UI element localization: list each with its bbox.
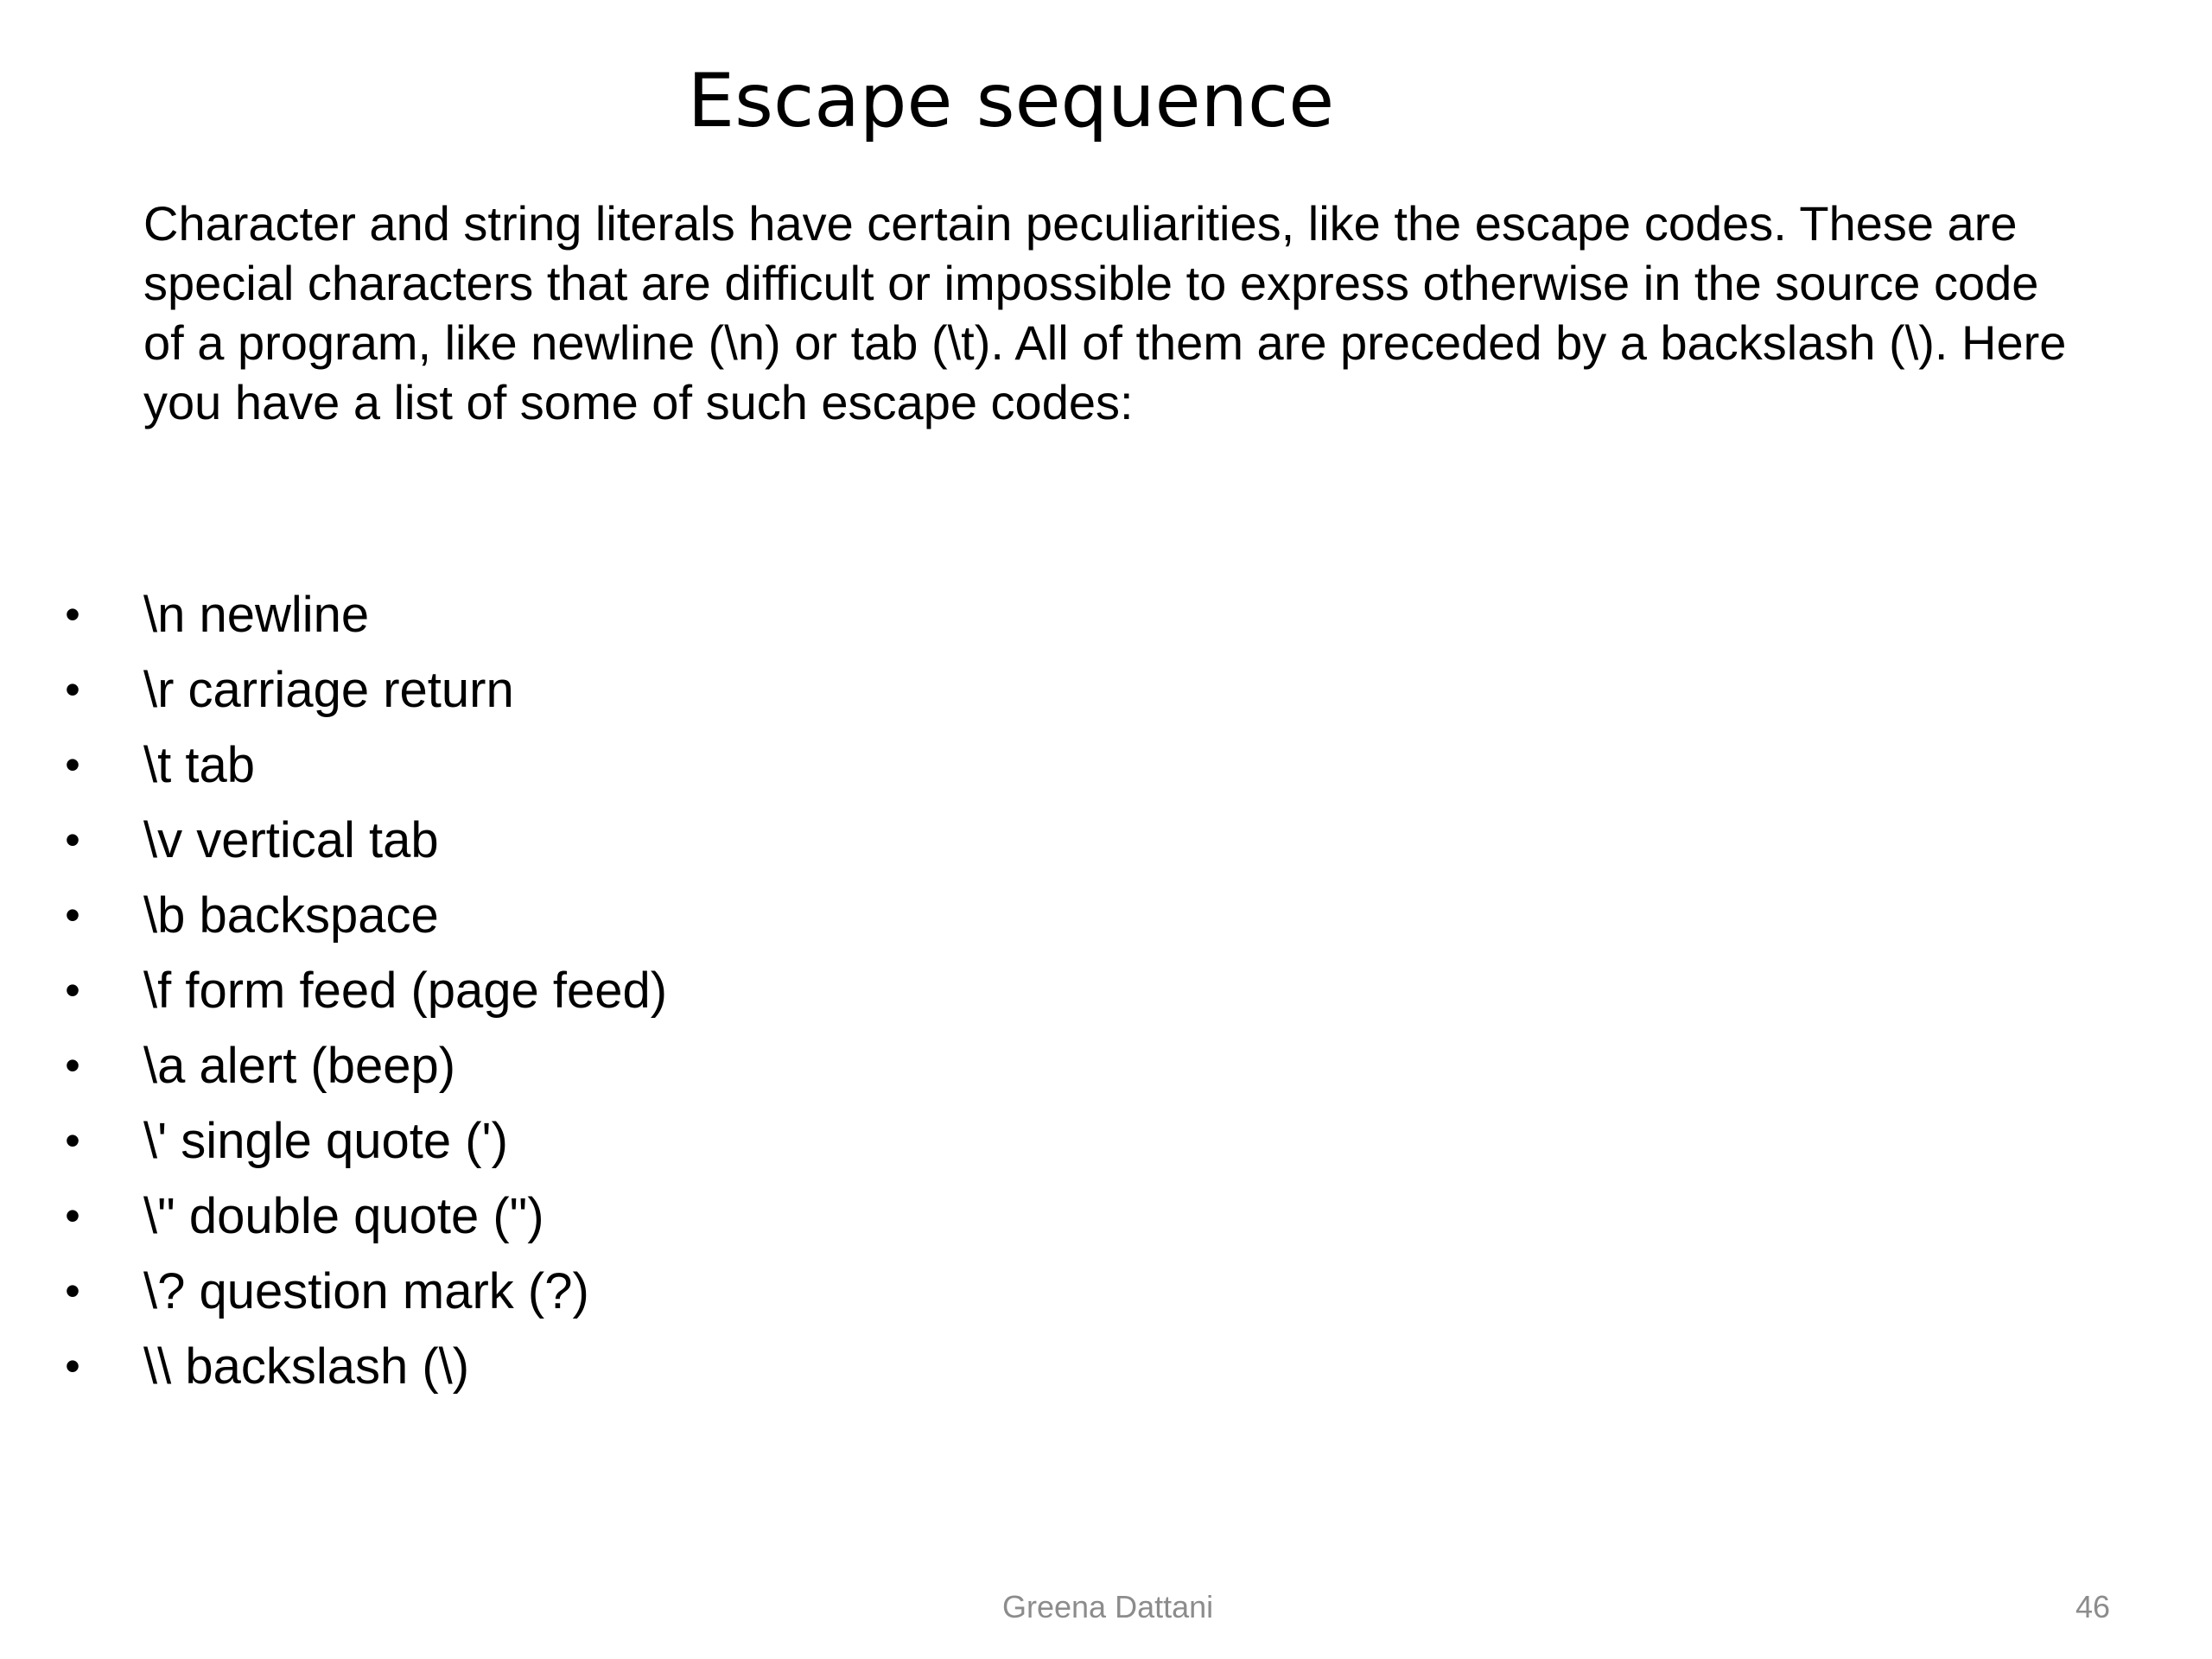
page-number: 46: [2075, 1589, 2110, 1624]
slide-title: Escape sequence: [687, 58, 1335, 144]
intro-paragraph: Character and string literals have certain peculiarities, like the escape codes. These are special characters that are difficult or impossible to express otherwise in the source code of a program, like newline (\n) or tab (\t). All of them are preceded by a backslash (\). Here you have a list of some of such escape codes:: [143, 196, 2067, 429]
bullet-icon: •: [65, 590, 80, 639]
escape-code-newline: \n newline: [143, 587, 370, 643]
bullet-icon: •: [65, 665, 80, 714]
escape-code-tab: \t tab: [143, 737, 255, 793]
bullet-icon: •: [65, 1192, 80, 1240]
bullet-icon: •: [65, 741, 80, 789]
escape-code-single-quote: \' single quote ('): [143, 1113, 508, 1169]
bullet-icon: •: [65, 1267, 80, 1315]
escape-code-form-feed: \f form feed (page feed): [143, 963, 668, 1019]
escape-code-backspace: \b backspace: [143, 887, 439, 944]
escape-code-alert: \a alert (beep): [143, 1038, 456, 1094]
footer-author: Greena Dattani: [1002, 1589, 1214, 1624]
bullet-icon: •: [65, 816, 80, 864]
escape-code-carriage-return: \r carriage return: [143, 662, 514, 718]
bullet-icon: •: [65, 1041, 80, 1090]
escape-code-question-mark: \? question mark (?): [143, 1263, 589, 1319]
bullet-icon: •: [65, 1116, 80, 1165]
bullet-icon: •: [65, 891, 80, 939]
escape-code-backslash: \\ backslash (\): [143, 1338, 470, 1395]
bullet-icon: •: [65, 966, 80, 1014]
escape-code-double-quote: \" double quote ("): [143, 1188, 544, 1244]
bullet-icon: •: [65, 1342, 80, 1390]
escape-code-vertical-tab: \v vertical tab: [143, 812, 439, 868]
